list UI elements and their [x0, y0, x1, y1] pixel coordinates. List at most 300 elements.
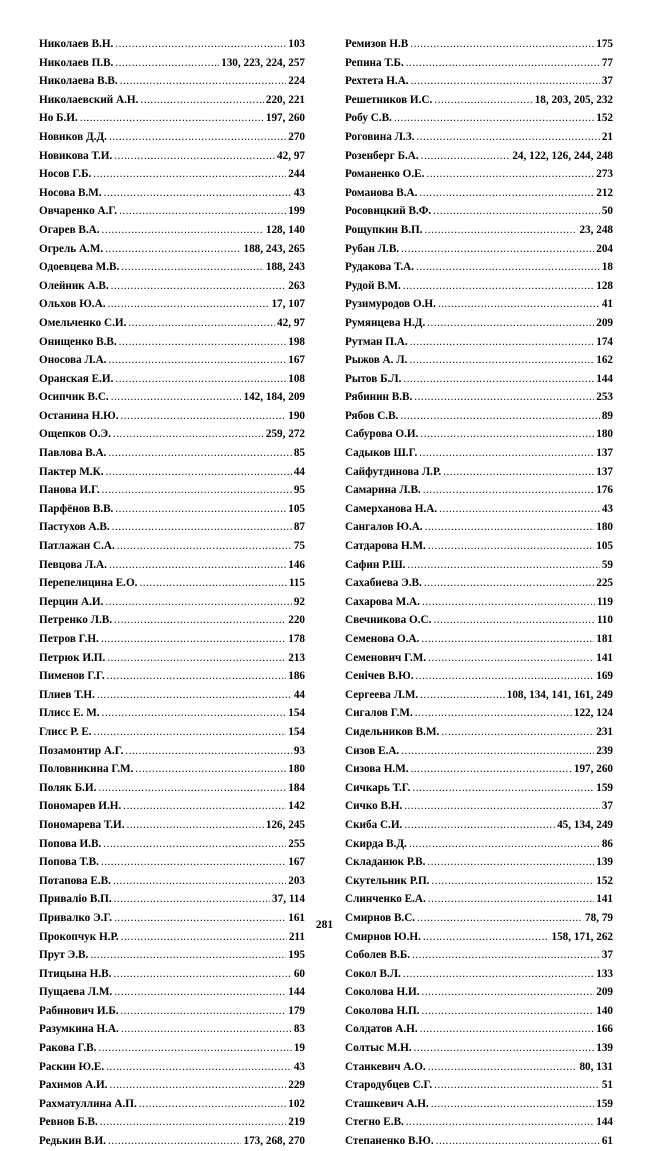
index-entry: [39, 853, 305, 872]
author-name: Олейник А.В.: [39, 279, 109, 292]
index-entry: [345, 258, 613, 277]
dot-leader: [421, 147, 511, 166]
index-entry: [345, 704, 613, 723]
dot-leader: [102, 704, 287, 723]
dot-leader: [109, 128, 286, 147]
author-name: Попова Т.В.: [39, 856, 99, 869]
page-references: 115: [288, 577, 305, 590]
dot-leader: [406, 1113, 594, 1132]
page-references: 174: [596, 335, 613, 348]
page-references: 253: [596, 391, 613, 404]
page-references: 77: [601, 56, 613, 69]
index-entry: [39, 630, 305, 649]
dot-leader: [433, 611, 594, 630]
page-references: 133: [596, 967, 613, 980]
index-entry: [345, 853, 613, 872]
dot-leader: [421, 983, 594, 1002]
index-entry: [345, 649, 613, 668]
index-entry: [345, 574, 613, 593]
page-references: 119: [596, 595, 613, 608]
dot-leader: [410, 35, 594, 54]
author-name: Сичко В.Н.: [345, 800, 403, 813]
page-references: 144: [596, 1116, 613, 1129]
page-references: 144: [288, 986, 305, 999]
dot-leader: [407, 556, 599, 575]
author-name: Оносова Л.А.: [39, 354, 107, 367]
dot-leader: [412, 779, 594, 798]
dot-leader: [422, 593, 595, 612]
index-entry: [345, 425, 613, 444]
dot-leader: [416, 258, 600, 277]
index-entry: [345, 816, 613, 835]
dot-leader: [109, 1076, 286, 1095]
dot-leader: [115, 35, 286, 54]
page-references: 137: [596, 465, 613, 478]
index-entry: [345, 351, 613, 370]
page-references: 224: [288, 75, 305, 88]
author-name: Привалко Э.Г.: [39, 911, 113, 924]
author-name: Соколова Н.П.: [345, 1004, 420, 1017]
author-name: Складанюк Р.В.: [345, 856, 426, 869]
author-name: Рузимуродов О.Н.: [345, 298, 436, 311]
page-references: 144: [596, 372, 613, 385]
page-references: 43: [601, 502, 613, 515]
index-entry: [39, 1039, 305, 1058]
dot-leader: [421, 630, 594, 649]
author-name: Птицына Н.В.: [39, 967, 112, 980]
index-entry: [39, 277, 305, 296]
page-references: 108: [288, 372, 305, 385]
index-entry: [39, 649, 305, 668]
dot-leader: [416, 128, 599, 147]
index-entry: [39, 333, 305, 352]
index-entry: [39, 1058, 305, 1077]
author-name: Соколова Н.И.: [345, 986, 420, 999]
page-references: 173, 268, 270: [243, 1135, 305, 1148]
page-references: 42, 97: [277, 149, 305, 162]
page-references: 75: [293, 540, 305, 553]
dot-leader: [115, 500, 286, 519]
dot-leader: [427, 314, 594, 333]
author-name: Останина Н.Ю.: [39, 409, 119, 422]
author-name: Ольхов Ю.А.: [39, 298, 106, 311]
page-references: 37: [601, 949, 613, 962]
page-references: 188, 243: [265, 261, 305, 274]
dot-leader: [107, 667, 287, 686]
dot-leader: [98, 779, 286, 798]
author-name: Пастухов А.В.: [39, 521, 110, 534]
author-name: Рудакова Т.А.: [345, 261, 415, 274]
author-name: Решетников И.С.: [345, 93, 433, 106]
author-name: Репина Т.Б.: [345, 56, 404, 69]
author-name: Рахматуллина А.П.: [39, 1097, 137, 1110]
author-name: Парфёнов В.В.: [39, 502, 114, 515]
page-references: 45, 134, 249: [557, 818, 613, 831]
dot-leader: [394, 109, 594, 128]
index-entry: [345, 965, 613, 984]
index-entry: [345, 202, 613, 221]
author-name: Пактер М.К.: [39, 465, 104, 478]
index-entry: [39, 835, 305, 854]
index-entry: [39, 1113, 305, 1132]
page-references: 180: [596, 521, 613, 534]
author-name: Сафин Р.Ш.: [345, 558, 406, 571]
dot-leader: [419, 444, 594, 463]
page-references: 78, 79: [585, 911, 613, 924]
index-entry: [345, 165, 613, 184]
page-references: 139: [596, 1042, 613, 1055]
index-entry: [39, 723, 305, 742]
dot-leader: [121, 1002, 287, 1021]
dot-leader: [428, 1058, 578, 1077]
page-references: 244: [288, 168, 305, 181]
author-name: Романова В.А.: [345, 186, 418, 199]
author-name: Солтыс М.Н.: [345, 1042, 412, 1055]
page-references: 19: [293, 1042, 305, 1055]
index-entry: [345, 779, 613, 798]
dot-leader: [94, 723, 287, 742]
dot-leader: [107, 649, 286, 668]
dot-leader: [100, 1113, 286, 1132]
author-name: Одоевцева М.В.: [39, 261, 120, 274]
dot-leader: [140, 91, 263, 110]
page-references: 61: [601, 1135, 613, 1148]
dot-leader: [114, 890, 270, 909]
author-name: Перцин А.И.: [39, 595, 104, 608]
page-references: 85: [293, 447, 305, 460]
author-name: Николаева В.В.: [39, 75, 118, 88]
index-entry: [345, 1020, 613, 1039]
author-name: Свечникова О.С.: [345, 614, 432, 627]
author-name: Рехтета Н.А.: [345, 75, 409, 88]
index-entry: [39, 816, 305, 835]
index-entry: [345, 295, 613, 314]
dot-leader: [436, 1132, 600, 1151]
index-entry: [345, 128, 613, 147]
author-name: Панова И.Г.: [39, 484, 100, 497]
author-name: Николаевский А.Н.: [39, 93, 139, 106]
index-entry: [39, 165, 305, 184]
index-entry: [39, 221, 305, 240]
author-name: Редькин В.И.: [39, 1135, 106, 1148]
index-entry: [345, 1039, 613, 1058]
index-entry: [39, 463, 305, 482]
index-entry: [345, 333, 613, 352]
dot-leader: [103, 835, 286, 854]
dot-leader: [431, 1095, 595, 1114]
dot-leader: [426, 165, 594, 184]
author-name: Николаев П.В.: [39, 56, 114, 69]
author-name: Носова В.М.: [39, 186, 102, 199]
index-entry: [345, 593, 613, 612]
dot-leader: [400, 407, 599, 426]
author-name: Потапова Е.В.: [39, 874, 111, 887]
author-name: Пономарев И.Н.: [39, 800, 122, 813]
author-name: Петров Г.Н.: [39, 633, 99, 645]
author-name: Скиба С.И.: [345, 818, 403, 831]
index-entry: [345, 537, 613, 556]
dot-leader: [108, 444, 291, 463]
index-entry: [345, 1132, 613, 1151]
author-name: Николаев В.Н.: [39, 38, 114, 50]
author-name: Сатдарова Н.М.: [345, 540, 426, 553]
index-entry: [345, 835, 613, 854]
page-references: 83: [293, 1023, 305, 1036]
page-references: 95: [293, 484, 305, 497]
index-entry: [39, 258, 305, 277]
author-name: Сабурова О.И.: [345, 428, 419, 441]
page-references: 166: [596, 1023, 613, 1036]
index-entry: [39, 1002, 305, 1021]
index-entry: [345, 35, 613, 54]
index-entry: [39, 537, 305, 556]
page-references: 80, 131: [579, 1060, 613, 1073]
dot-leader: [420, 686, 505, 705]
dot-leader: [114, 983, 286, 1002]
index-entry: [39, 574, 305, 593]
author-name: Новикова Т.И.: [39, 149, 113, 162]
author-name: Оранская Е.И.: [39, 372, 114, 385]
author-name: Приваліо В.П.: [39, 893, 112, 906]
index-entry: [39, 295, 305, 314]
dot-leader: [425, 221, 578, 240]
index-entry: [39, 184, 305, 203]
author-name: Сидельников В.М.: [345, 725, 440, 738]
page-references: 175: [596, 38, 613, 50]
dot-leader: [101, 853, 286, 872]
author-name: Рощупкин В.П.: [345, 223, 423, 236]
author-name: Сизова Н.М.: [345, 763, 409, 776]
author-name: Онищенко В.В.: [39, 335, 117, 348]
author-name: Ощепков О.Э.: [39, 428, 111, 441]
index-entry: [345, 1058, 613, 1077]
page-references: 167: [288, 856, 305, 869]
dot-leader: [424, 574, 594, 593]
page-references: 24, 122, 126, 244, 248: [512, 149, 613, 162]
author-name: Сангалов Ю.А.: [345, 521, 423, 534]
dot-leader: [108, 1132, 241, 1151]
page-references: 259, 272: [265, 428, 305, 441]
index-entry: [39, 240, 305, 259]
index-entry: [345, 946, 613, 965]
author-name: Соболев В.Б.: [345, 949, 411, 962]
dot-leader: [113, 425, 264, 444]
dot-leader: [419, 184, 594, 203]
page-references: 203: [288, 874, 305, 887]
page-references: 239: [596, 744, 613, 757]
dot-leader: [114, 611, 286, 630]
page-references: 178: [288, 633, 305, 645]
index-entry: [39, 872, 305, 891]
dot-leader: [117, 537, 292, 556]
dot-leader: [420, 425, 594, 444]
dot-leader: [443, 463, 594, 482]
index-entry: [345, 91, 613, 110]
dot-leader: [112, 518, 292, 537]
index-entry: [345, 481, 613, 500]
author-name: Степаненко В.Ю.: [345, 1135, 434, 1148]
page-references: 197, 260: [265, 112, 305, 125]
page-references: 154: [288, 707, 305, 720]
index-entry: [345, 463, 613, 482]
author-name: Прокопчук Н.Р.: [39, 930, 119, 943]
author-name: Огарев В.А.: [39, 223, 100, 236]
index-entry: [345, 500, 613, 519]
dot-leader: [428, 649, 594, 668]
dot-leader: [121, 407, 287, 426]
page-references: 180: [288, 763, 305, 776]
index-entry: [345, 54, 613, 73]
author-name: Поляк Б.И.: [39, 781, 97, 794]
author-name: Ракова Г.В.: [39, 1042, 97, 1055]
index-entry: [39, 202, 305, 221]
dot-leader: [102, 481, 292, 500]
author-name: Перепелицина Е.О.: [39, 577, 138, 590]
index-entry: [39, 54, 305, 73]
dot-leader: [406, 54, 600, 73]
page-references: 37: [601, 800, 613, 813]
page-references: 18, 203, 205, 232: [534, 93, 613, 106]
page-references: 158, 171, 262: [551, 930, 613, 943]
dot-leader: [414, 388, 594, 407]
page-references: 146: [288, 558, 305, 571]
author-name: Рытов Б.Л.: [345, 372, 402, 385]
dot-leader: [409, 351, 594, 370]
author-name: Сокол В.Л.: [345, 967, 401, 980]
dot-leader: [120, 72, 287, 91]
page-references: 179: [288, 1004, 305, 1017]
author-name: Осипчик В.С.: [39, 391, 109, 404]
dot-leader: [111, 277, 287, 296]
index-entry: [345, 240, 613, 259]
index-entry: [345, 1002, 613, 1021]
dot-leader: [412, 946, 600, 965]
index-entry: [39, 779, 305, 798]
page-references: 93: [293, 744, 305, 757]
page-references: 17, 107: [271, 298, 305, 311]
page-references: 220, 221: [265, 93, 305, 106]
index-entry: [39, 1132, 305, 1151]
index-entry: [39, 686, 305, 705]
page-references: 86: [601, 837, 613, 850]
index-entry: [39, 983, 305, 1002]
page-references: 23, 248: [579, 223, 613, 236]
index-entry: [345, 760, 613, 779]
page-references: 213: [288, 651, 305, 664]
dot-leader: [427, 853, 594, 872]
index-entry: [39, 965, 305, 984]
page-references: 212: [596, 186, 613, 199]
page-references: 128: [596, 279, 613, 292]
page-references: 102: [288, 1097, 305, 1110]
page-references: 103: [288, 38, 305, 50]
dot-leader: [119, 202, 286, 221]
page-references: 140: [596, 1004, 613, 1017]
index-entry: [39, 593, 305, 612]
page-references: 37: [601, 75, 613, 88]
dot-leader: [135, 760, 286, 779]
author-name: Рахимов А.И.: [39, 1079, 108, 1092]
author-name: Смирнов В.С.: [345, 911, 416, 924]
index-entry: [345, 370, 613, 389]
page-references: 188, 243, 265: [243, 242, 305, 255]
dot-leader: [109, 556, 286, 575]
index-entry: [39, 425, 305, 444]
page-references: 225: [596, 577, 613, 590]
page-references: 18: [601, 261, 613, 274]
page-references: 186: [288, 670, 305, 683]
dot-leader: [105, 593, 291, 612]
page-references: 209: [596, 986, 613, 999]
index-entry: [345, 277, 613, 296]
author-name: Омельченко С.И.: [39, 316, 127, 329]
index-entry: [345, 630, 613, 649]
index-entry: [39, 797, 305, 816]
index-entry: [345, 797, 613, 816]
author-name: Плисс Е. М.: [39, 707, 100, 720]
author-name: Романенко О.Е.: [345, 168, 425, 181]
dot-leader: [114, 147, 275, 166]
page-references: 229: [288, 1079, 305, 1092]
author-name: Росовицкий В.Ф.: [345, 205, 432, 218]
index-entry: [39, 1076, 305, 1095]
dot-leader: [441, 723, 594, 742]
author-name: Рябов С.В.: [345, 409, 399, 422]
author-name: Розенберг Б.А.: [345, 149, 419, 162]
dot-leader: [128, 314, 275, 333]
dot-leader: [121, 1020, 292, 1039]
index-entry: [39, 890, 305, 909]
dot-leader: [420, 1020, 595, 1039]
dot-leader: [111, 388, 242, 407]
index-entry: [39, 611, 305, 630]
index-entry: [39, 351, 305, 370]
author-name: Патлажан С.А.: [39, 540, 115, 553]
author-name: Робу С.В.: [345, 112, 392, 125]
index-entry: [345, 1113, 613, 1132]
author-name: Семенович Г.М.: [345, 651, 427, 664]
page-references: 199: [288, 205, 305, 218]
page-references: 130, 223, 224, 257: [221, 56, 305, 69]
author-name: Пущаева Л.М.: [39, 986, 113, 999]
index-entry: [345, 388, 613, 407]
author-name: Ревнов Б.В.: [39, 1116, 98, 1129]
index-entry: [345, 890, 613, 909]
dot-leader: [115, 54, 219, 73]
dot-leader: [106, 463, 292, 482]
page-references: 184: [288, 781, 305, 794]
author-name: Сташкевич А.Н.: [345, 1097, 429, 1110]
index-entry: [345, 611, 613, 630]
index-entry: [39, 1095, 305, 1114]
page-references: 128, 140: [265, 223, 305, 236]
author-name: Певцова Л.А.: [39, 558, 107, 571]
dot-leader: [139, 574, 286, 593]
author-name: Носов Г.Б.: [39, 168, 92, 181]
page-references: 231: [596, 725, 613, 738]
index-entry: [39, 667, 305, 686]
index-entry: [345, 221, 613, 240]
page-references: 154: [288, 725, 305, 738]
page-references: 181: [596, 633, 613, 645]
author-name: Самарина Л.В.: [345, 484, 421, 497]
index-entry: [345, 723, 613, 742]
page-references: 209: [596, 316, 613, 329]
dot-leader: [414, 1039, 595, 1058]
index-entry: [39, 35, 305, 54]
author-name: Рыжов А. Л.: [345, 354, 408, 367]
author-name: Румянцева Н.Д.: [345, 316, 426, 329]
